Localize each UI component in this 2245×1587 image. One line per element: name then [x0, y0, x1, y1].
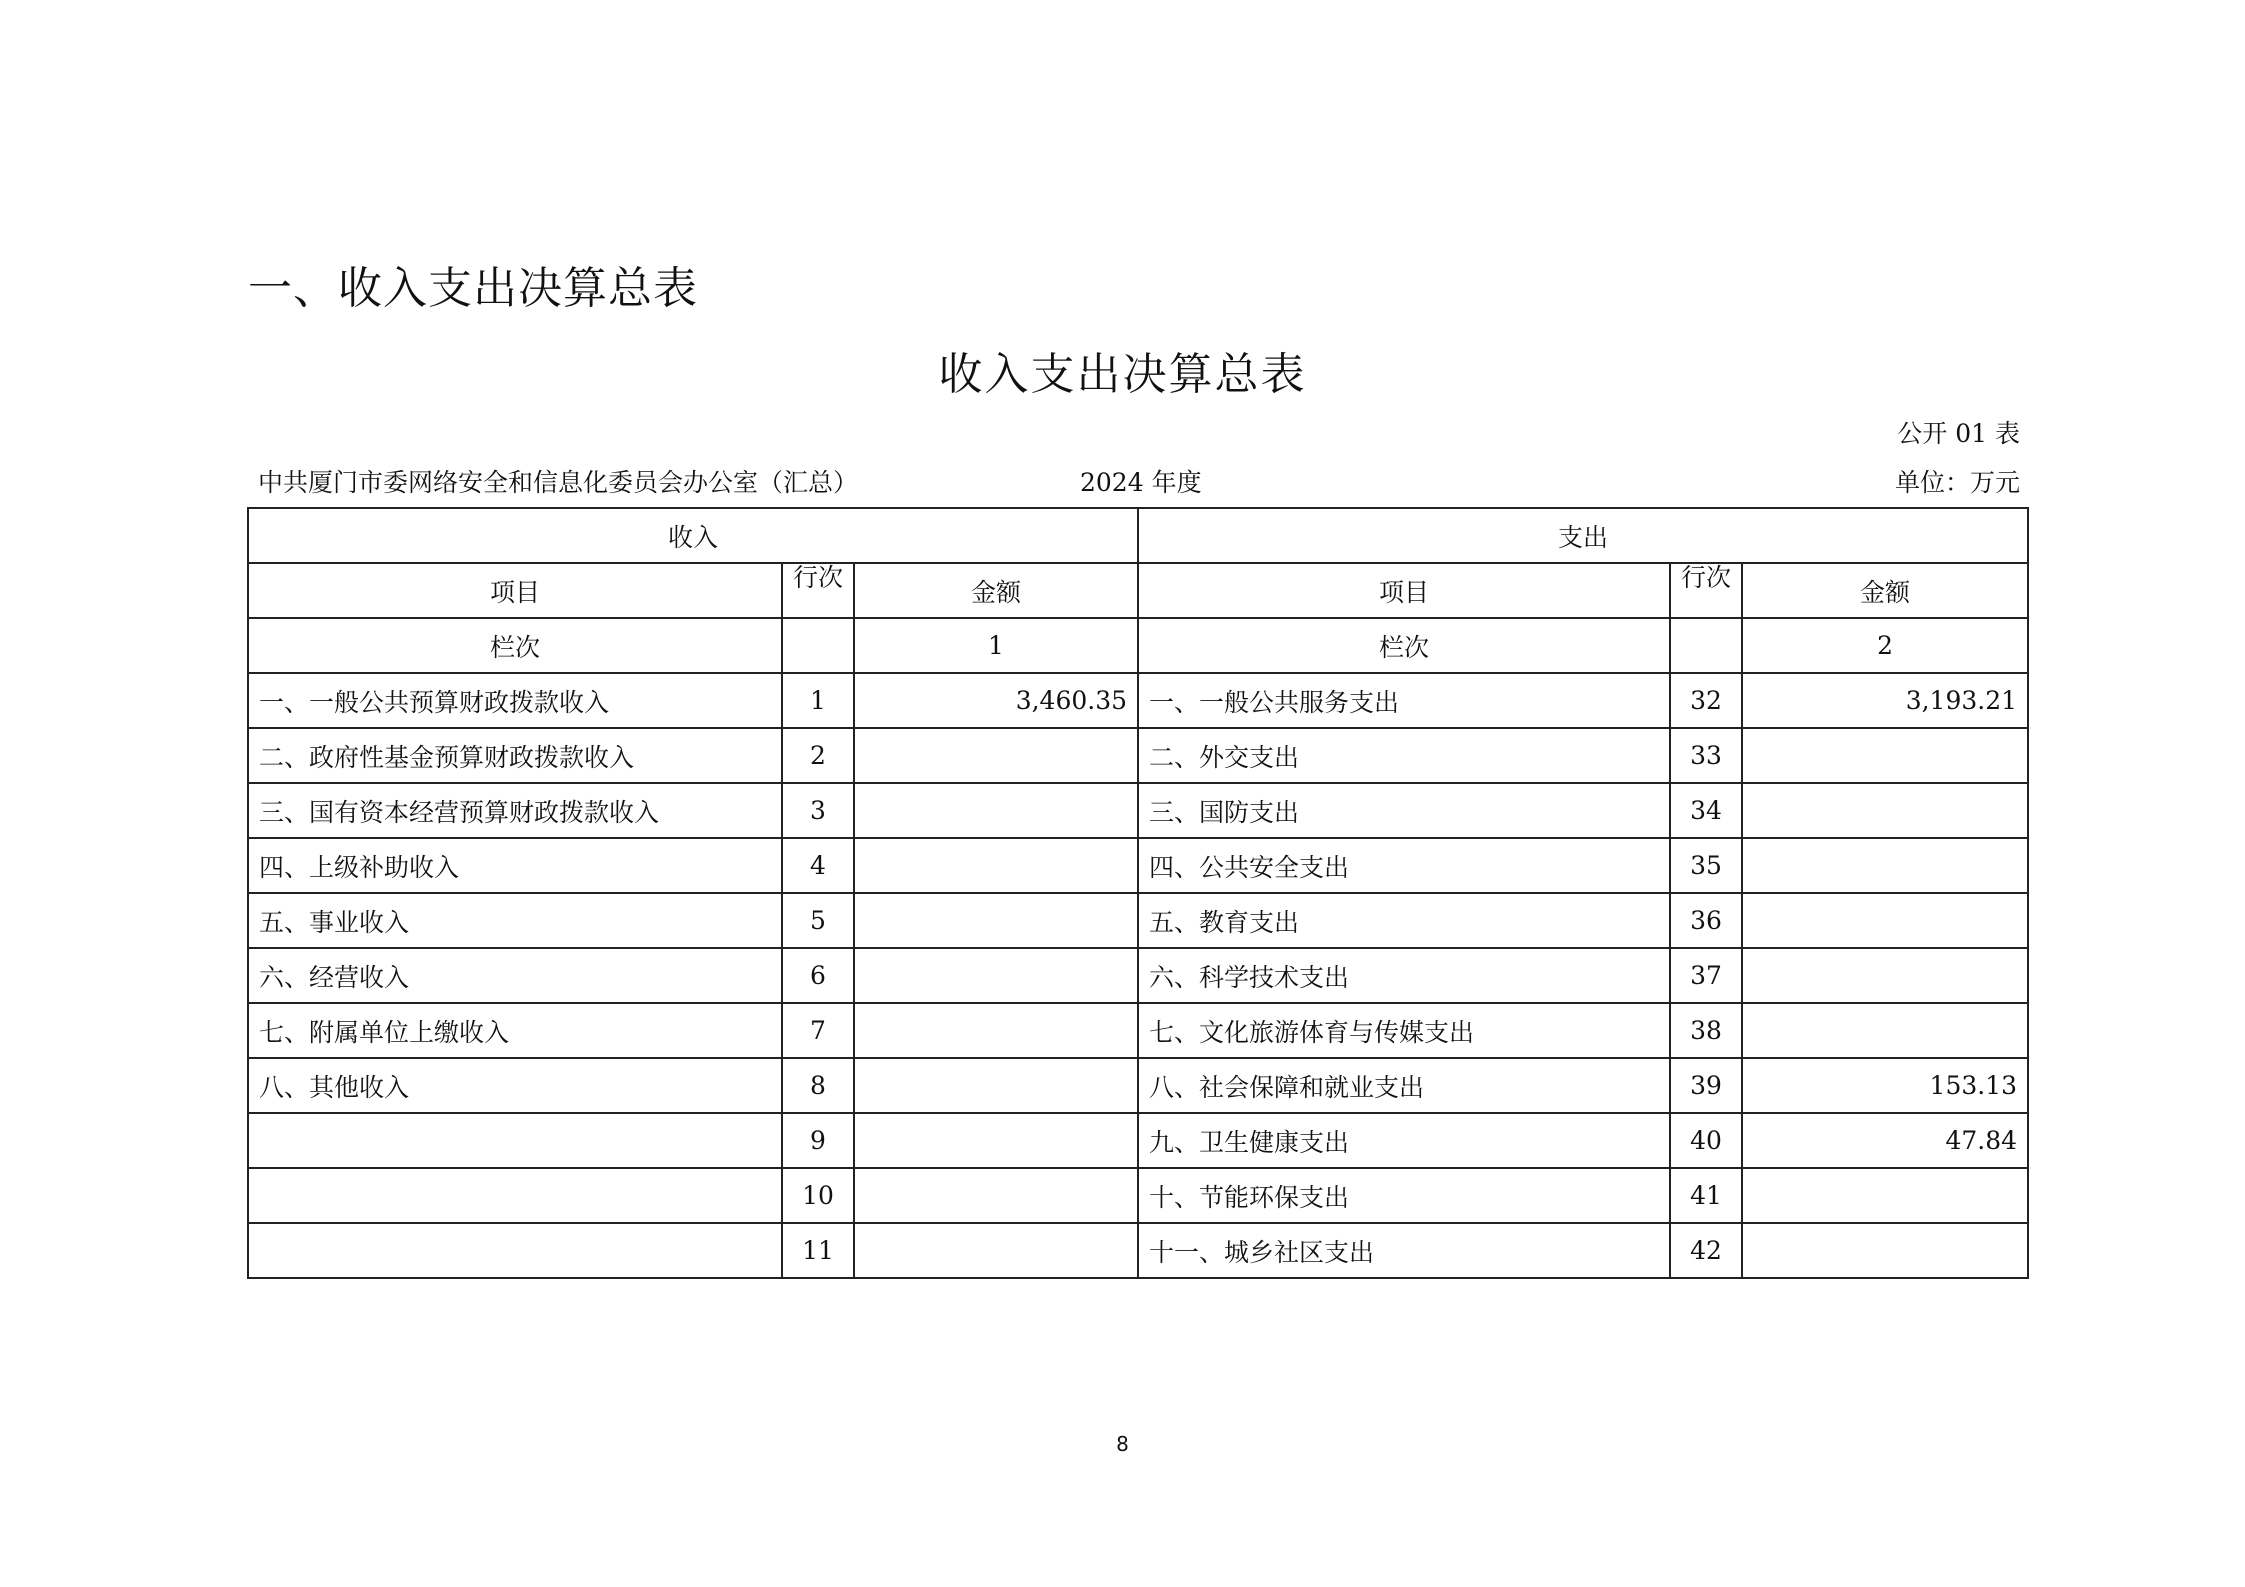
expense-line-header	[1670, 563, 1742, 618]
expense-amount-header: 金额	[1742, 563, 2028, 618]
income-amount-cell	[854, 893, 1138, 948]
table-row	[248, 948, 2028, 1003]
income-section-header: 收入	[248, 508, 1138, 563]
expense-amount-cell: 3,193.21	[1742, 673, 2028, 728]
expense-line-header-text: 行次	[1681, 564, 1732, 592]
income-column-index-line	[782, 618, 854, 673]
income-amount-cell: 3,460.35	[854, 673, 1138, 728]
income-line-cell: 8	[782, 1058, 854, 1113]
income-amount-cell	[854, 948, 1138, 1003]
expense-line-cell: 35	[1670, 838, 1742, 893]
expense-amount-cell	[1742, 1003, 2028, 1058]
table-row	[248, 1003, 2028, 1058]
income-line-cell: 9	[782, 1113, 854, 1168]
expense-amount-cell	[1742, 838, 2028, 893]
expense-item-cell: 六、科学技术支出	[1138, 948, 1670, 1003]
expense-line-cell: 39	[1670, 1058, 1742, 1113]
income-item-cell: 七、附属单位上缴收入	[248, 1003, 782, 1058]
income-line-cell: 7	[782, 1003, 854, 1058]
income-item-cell	[248, 1168, 782, 1223]
expense-line-cell: 34	[1670, 783, 1742, 838]
table-row	[248, 673, 2028, 728]
expense-item-cell: 七、文化旅游体育与传媒支出	[1138, 1003, 1670, 1058]
income-line-cell: 2	[782, 728, 854, 783]
income-column-number: 1	[854, 618, 1138, 673]
organization-name: 中共厦门市委网络安全和信息化委员会办公室（汇总）	[258, 468, 859, 497]
expense-item-header: 项目	[1138, 563, 1670, 618]
income-line-cell: 10	[782, 1168, 854, 1223]
expense-amount-cell	[1742, 1223, 2028, 1278]
income-line-header	[782, 563, 854, 618]
form-number: 公开 01 表	[1897, 419, 2020, 448]
expense-line-cell: 38	[1670, 1003, 1742, 1058]
income-column-index-label: 栏次	[248, 618, 782, 673]
table-row	[248, 1058, 2028, 1113]
table-row	[248, 893, 2028, 948]
expense-amount-cell	[1742, 948, 2028, 1003]
expense-item-cell: 八、社会保障和就业支出	[1138, 1058, 1670, 1113]
income-expense-summary-table	[247, 507, 2029, 1279]
expense-amount-cell	[1742, 783, 2028, 838]
income-amount-cell	[854, 1168, 1138, 1223]
income-item-cell: 二、政府性基金预算财政拨款收入	[248, 728, 782, 783]
expense-item-cell: 十一、城乡社区支出	[1138, 1223, 1670, 1278]
column-index-row	[248, 618, 2028, 673]
income-amount-header: 金额	[854, 563, 1138, 618]
section-header-row	[248, 508, 2028, 563]
expense-item-cell: 四、公共安全支出	[1138, 838, 1670, 893]
expense-item-cell: 九、卫生健康支出	[1138, 1113, 1670, 1168]
income-line-cell: 4	[782, 838, 854, 893]
income-item-cell: 八、其他收入	[248, 1058, 782, 1113]
expense-amount-cell	[1742, 893, 2028, 948]
income-amount-cell	[854, 783, 1138, 838]
income-item-cell: 六、经营收入	[248, 948, 782, 1003]
expense-line-cell: 37	[1670, 948, 1742, 1003]
expense-item-cell: 二、外交支出	[1138, 728, 1670, 783]
table-row	[248, 1113, 2028, 1168]
expense-amount-cell	[1742, 728, 2028, 783]
income-line-cell: 11	[782, 1223, 854, 1278]
income-item-cell: 四、上级补助收入	[248, 838, 782, 893]
expense-item-cell: 一、一般公共服务支出	[1138, 673, 1670, 728]
income-amount-cell	[854, 728, 1138, 783]
income-line-cell: 3	[782, 783, 854, 838]
income-item-header: 项目	[248, 563, 782, 618]
income-amount-cell	[854, 1003, 1138, 1058]
unit-label: 单位：万元	[1894, 468, 2020, 497]
expense-amount-cell: 47.84	[1742, 1113, 2028, 1168]
expense-line-cell: 36	[1670, 893, 1742, 948]
income-amount-cell	[854, 1113, 1138, 1168]
income-amount-cell	[854, 1058, 1138, 1113]
expense-line-cell: 33	[1670, 728, 1742, 783]
income-amount-cell	[854, 1223, 1138, 1278]
fiscal-year: 2024 年度	[1080, 468, 1202, 497]
expense-column-number: 2	[1742, 618, 2028, 673]
section-title: 一、收入支出决算总表	[248, 263, 698, 314]
income-line-cell: 6	[782, 948, 854, 1003]
income-item-cell: 一、一般公共预算财政拨款收入	[248, 673, 782, 728]
expense-amount-cell: 153.13	[1742, 1058, 2028, 1113]
income-item-cell: 五、事业收入	[248, 893, 782, 948]
income-item-cell	[248, 1113, 782, 1168]
income-line-cell: 1	[782, 673, 854, 728]
income-item-cell: 三、国有资本经营预算财政拨款收入	[248, 783, 782, 838]
table-row	[248, 838, 2028, 893]
table-row	[248, 1223, 2028, 1278]
table-title: 收入支出决算总表	[938, 349, 1307, 400]
column-header-row	[248, 563, 2028, 618]
income-item-cell	[248, 1223, 782, 1278]
expense-item-cell: 五、教育支出	[1138, 893, 1670, 948]
page-number: 8	[1116, 1432, 1129, 1456]
expense-section-header: 支出	[1138, 508, 2028, 563]
expense-line-cell: 40	[1670, 1113, 1742, 1168]
expense-line-cell: 41	[1670, 1168, 1742, 1223]
expense-item-cell: 十、节能环保支出	[1138, 1168, 1670, 1223]
expense-amount-cell	[1742, 1168, 2028, 1223]
income-line-header-text: 行次	[792, 564, 843, 592]
expense-line-cell: 42	[1670, 1223, 1742, 1278]
expense-item-cell: 三、国防支出	[1138, 783, 1670, 838]
expense-line-cell: 32	[1670, 673, 1742, 728]
table-row	[248, 1168, 2028, 1223]
expense-column-index-label: 栏次	[1138, 618, 1670, 673]
income-amount-cell	[854, 838, 1138, 893]
table-row	[248, 783, 2028, 838]
expense-column-index-line	[1670, 618, 1742, 673]
income-line-cell: 5	[782, 893, 854, 948]
table-row	[248, 728, 2028, 783]
